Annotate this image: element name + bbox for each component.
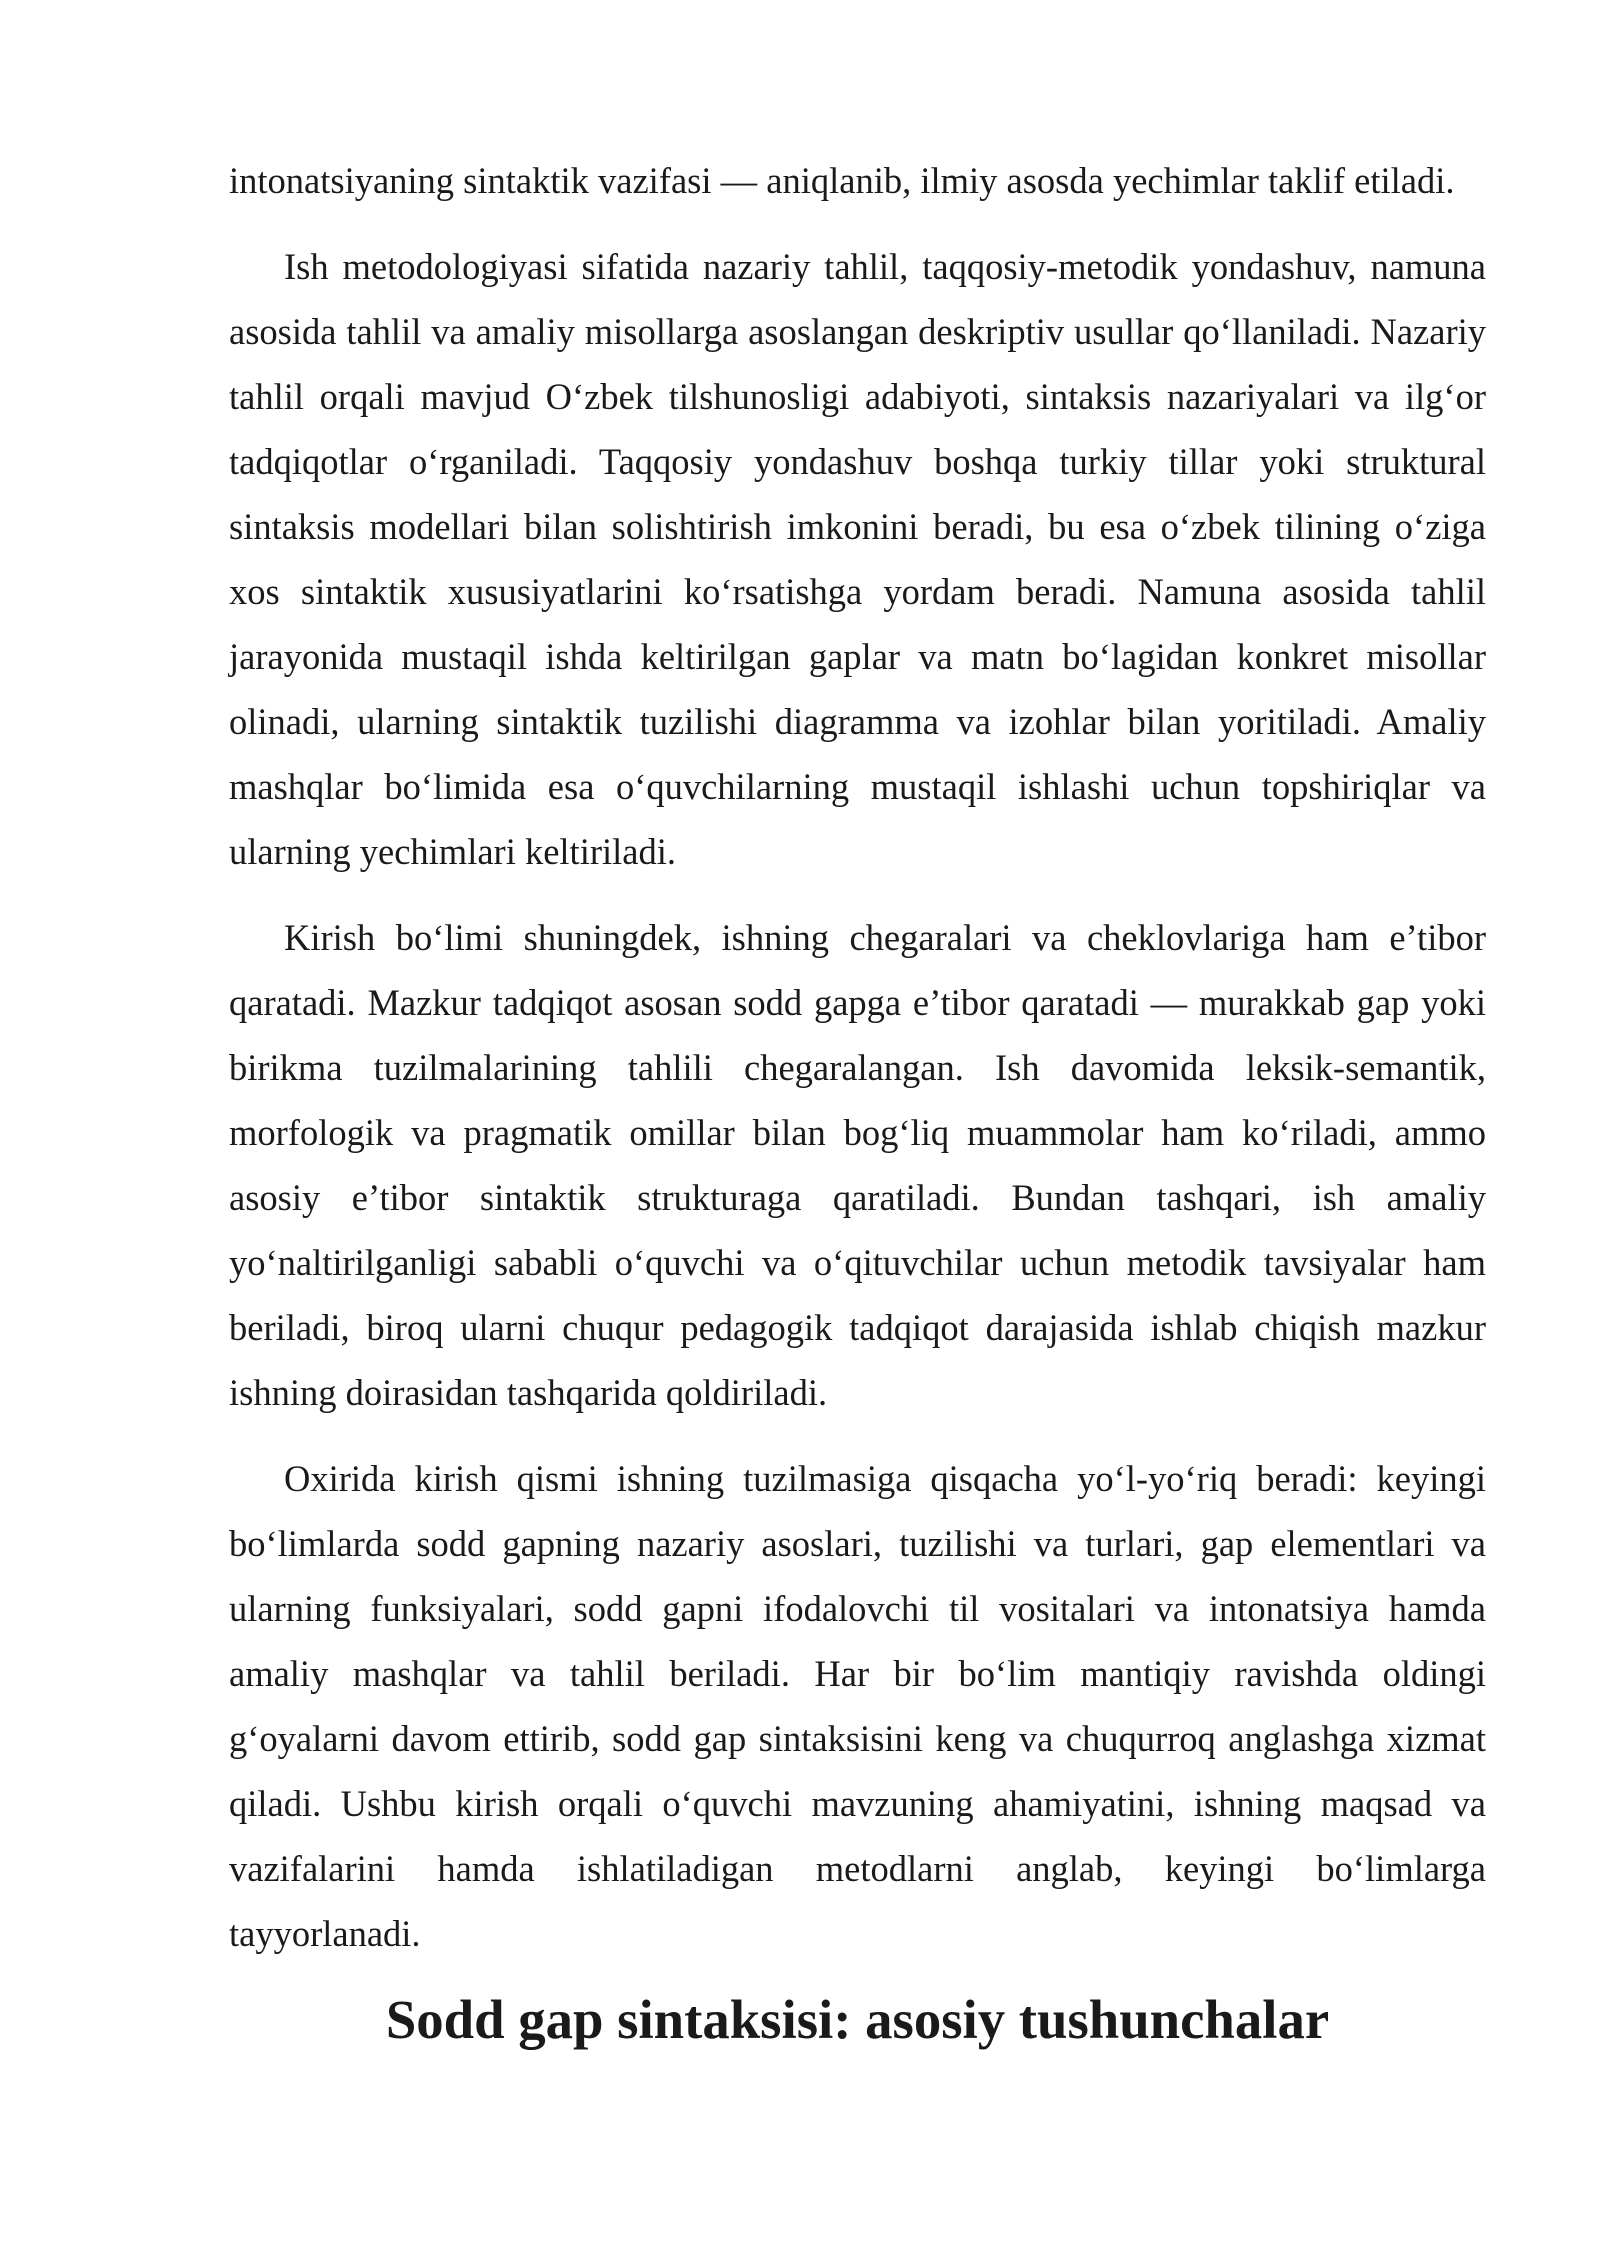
paragraph-scope: Kirish bo‘limi shuningdek, ishning chegaralari va cheklovlariga ham e’tibor qaratadi. Mazkur tadqiqot asosan sodd gapga e’tibor qaratadi — murakkab gap yoki birikma tuzilmalarining tahlili chegaralangan. Ish davomida leksik-semantik, morfologik va pragmatik omillar bilan bog‘liq muammolar ham ko‘riladi, ammo asosiy e’tibor sintaktik strukturaga qaratiladi. Bundan tashqari, ish amaliy yo‘naltirilganligi sababli o‘quvchi va o‘qituvchilar uchun metodik tavsiyalar ham beriladi, biroq ularni chuqur pedagogik tadqiqot darajasida ishlab chiqish mazkur ishning doirasidan tashqarida qoldiriladi. [229, 917, 1486, 1413]
paragraph-continued: intonatsiyaning sintaktik vazifasi — aniqlanib, ilmiy asosda yechimlar taklif etiladi. [229, 160, 1455, 201]
section-heading: Sodd gap sintaksisi: asosiy tushunchalar [385, 1989, 1330, 2050]
document-page [229, 148, 1486, 2052]
paragraph-methodology: Ish metodologiyasi sifatida nazariy tahlil, taqqosiy-metodik yondashuv, namuna asosida tahlil va amaliy misollarga asoslangan deskriptiv usullar qo‘llaniladi. Nazariy tahlil orqali mavjud O‘zbek tilshunosligi adabiyoti, sintaksis nazariyalari va ilg‘or tadqiqotlar o‘rganiladi. Taqqosiy yondashuv boshqa turkiy tillar yoki struktural sintaksis modellari bilan solishtirish imkonini beradi, bu esa o‘zbek tilining o‘ziga xos sintaktik xususiyatlarini ko‘rsatishga yordam beradi. Namuna asosida tahlil jarayonida mustaqil ishda keltirilgan gaplar va matn bo‘lagidan konkret misollar olinadi, ularning sintaktik tuzilishi diagramma va izohlar bilan yoritiladi. Amaliy mashqlar bo‘limida esa o‘quvchilarning mustaqil ishlashi uchun topshiriqlar va ularning yechimlari keltiriladi. [229, 246, 1486, 872]
paragraph-structure: Oxirida kirish qismi ishning tuzilmasiga qisqacha yo‘l-yo‘riq beradi: keyingi bo‘limlarda sodd gapning nazariy asoslari, tuzilishi va turlari, gap elementlari va ularning funksiyalari, sodd gapni ifodalovchi til vositalari va intonatsiya hamda amaliy mashqlar va tahlil beriladi. Har bir bo‘lim mantiqiy ravishda oldingi g‘oyalarni davom ettirib, sodd gap sintaksisini keng va chuqurroq anglashga xizmat qiladi. Ushbu kirish orqali o‘quvchi mavzuning ahamiyatini, ishning maqsad va vazifalarini hamda ishlatiladigan metodlarni anglab, keyingi bo‘limlarga tayyorlanadi. [229, 1458, 1486, 1954]
